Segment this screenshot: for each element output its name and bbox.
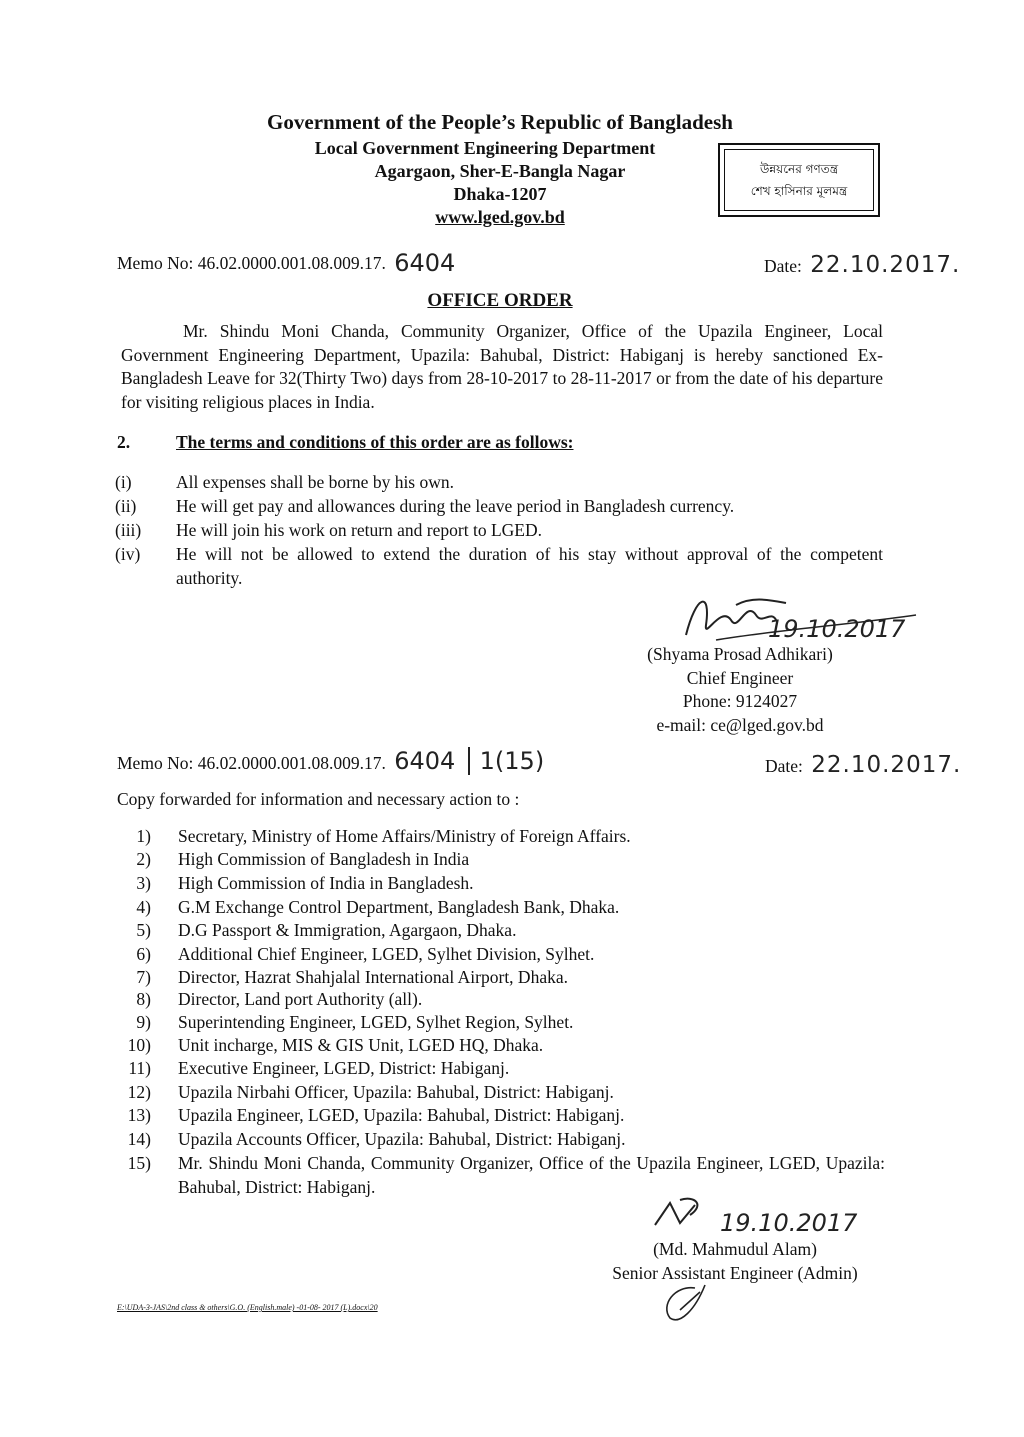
list-number: 1) xyxy=(136,826,151,846)
list-number: 9) xyxy=(136,1012,151,1032)
condition-number: (iv) xyxy=(115,544,141,564)
initial-mark xyxy=(655,1280,715,1325)
list-number: 11) xyxy=(128,1058,151,1078)
memo-2-date: 22.10.2017. xyxy=(811,752,962,778)
signatory-2-name: (Md. Mahmudul Alam) xyxy=(653,1239,817,1259)
memo-1-date-line xyxy=(764,254,960,278)
memo-2-number: 6404 xyxy=(394,747,456,775)
list-number: 5) xyxy=(136,920,151,940)
list-text: Upazila Accounts Officer, Upazila: Bahubal, District: Habiganj. xyxy=(178,1129,626,1149)
memo-1-label: Memo No: 46.02.0000.001.08.009.17. xyxy=(117,253,386,273)
condition-text: He will not be allowed to extend the duration of his stay without approval of the competent authority. xyxy=(176,544,883,588)
list-number: 10) xyxy=(127,1035,151,1055)
list-number: 8) xyxy=(136,989,151,1009)
header-department: Local Government Engineering Department xyxy=(314,138,656,158)
list-number: 15) xyxy=(127,1153,151,1173)
list-number: 14) xyxy=(127,1129,151,1149)
memo-1-date: 22.10.2017. xyxy=(810,252,961,278)
memo-1-number: 6404 xyxy=(394,249,456,277)
senior-engineer-signature-date: 19.10.2017 xyxy=(720,1209,858,1237)
memo-2-date-line xyxy=(765,754,961,778)
memo-2-line xyxy=(117,747,545,775)
signatory-1-email: e-mail: ce@lged.gov.bd xyxy=(656,714,824,735)
list-number: 6) xyxy=(136,944,151,964)
slogan-line-2: শেখ হাসিনার মূলমন্ত্র xyxy=(750,184,848,198)
memo-2-label: Memo No: 46.02.0000.001.08.009.17. xyxy=(117,753,386,773)
list-number: 2) xyxy=(136,849,151,869)
slogan-inner xyxy=(724,149,874,211)
memo-1-line xyxy=(117,250,455,275)
list-text: Mr. Shindu Moni Chanda, Community Organizer, Office of the Upazila Engineer, LGED, Upazila: Bahubal, District: Habiganj. xyxy=(178,1153,885,1197)
header-address: Agargaon, Sher-E-Bangla Nagar xyxy=(374,161,626,181)
header-government-title: Government of the People’s Republic of Bangladesh xyxy=(267,110,733,134)
office-order-paragraph: Mr. Shindu Moni Chanda, Community Organizer, Office of the Upazila Engineer, Local Government Engineering Department, Upazila: Bahubal, District: Habiganj is hereby sanctioned Ex-Bangladesh Leave for 32(Thirty Two) days from 28-10-2017 to 28-11-2017 or from the date of his departure for visiting religious places in India. xyxy=(121,321,883,412)
list-text: Upazila Engineer, LGED, Upazila: Bahubal, District: Habiganj. xyxy=(178,1105,625,1125)
list-text: Upazila Nirbahi Officer, Upazila: Bahubal, District: Habiganj. xyxy=(178,1082,614,1102)
condition-number: (i) xyxy=(115,472,132,492)
signatory-1-title: Chief Engineer xyxy=(686,667,794,688)
list-number: 12) xyxy=(127,1082,151,1102)
condition-text: All expenses shall be borne by his own. xyxy=(176,472,455,492)
condition-text: He will join his work on return and report to LGED. xyxy=(176,520,542,540)
condition-number: (ii) xyxy=(115,496,137,516)
slogan-line-1: উন্নয়নের গণতন্ত্র xyxy=(759,162,839,176)
header-city: Dhaka-1207 xyxy=(453,184,547,204)
signatory-1-name: (Shyama Prosad Adhikari) xyxy=(647,644,833,664)
memo-2-suffix: 1(15) xyxy=(468,747,545,775)
signatory-1-phone: Phone: 9124027 xyxy=(682,691,798,711)
list-number: 4) xyxy=(136,897,151,917)
list-text: Executive Engineer, LGED, District: Habiganj. xyxy=(178,1058,510,1078)
memo-1-date-label: Date: xyxy=(764,256,802,276)
copy-forward-intro: Copy forwarded for information and necessary action to : xyxy=(117,789,520,809)
list-text: Director, Land port Authority (all). xyxy=(178,989,423,1009)
list-text: High Commission of Bangladesh in India xyxy=(178,849,470,869)
condition-text: He will get pay and allowances during the leave period in Bangladesh currency. xyxy=(176,496,735,516)
list-number: 3) xyxy=(136,873,151,893)
list-number: 13) xyxy=(127,1105,151,1125)
list-text: Director, Hazrat Shahjalal International Airport, Dhaka. xyxy=(178,967,568,987)
list-text: Superintending Engineer, LGED, Sylhet Region, Sylhet. xyxy=(178,1012,574,1032)
signatory-1-block xyxy=(620,643,860,737)
file-path-footer: E:\UDA-3-JAS\2nd class & others\G.O. (English.male) -01-08- 2017 (L).docx\20 xyxy=(117,1303,378,1312)
memo-2-date-label: Date: xyxy=(765,756,803,776)
list-text: High Commission of India in Bangladesh. xyxy=(178,873,474,893)
office-order-title: OFFICE ORDER xyxy=(427,290,573,311)
list-text: Unit incharge, MIS & GIS Unit, LGED HQ, Dhaka. xyxy=(178,1035,544,1055)
signatory-2-title: Senior Assistant Engineer (Admin) xyxy=(612,1262,858,1283)
list-text: Secretary, Ministry of Home Affairs/Ministry of Foreign Affairs. xyxy=(178,826,631,846)
chief-engineer-signature-date: 19.10.2017 xyxy=(768,615,906,643)
header-website: www.lged.gov.bd xyxy=(435,207,565,227)
terms-heading: The terms and conditions of this order are as follows: xyxy=(176,432,574,452)
slogan-box xyxy=(718,143,880,217)
list-text: Additional Chief Engineer, LGED, Sylhet Division, Sylhet. xyxy=(178,944,595,964)
terms-number: 2. xyxy=(117,432,131,452)
list-number: 7) xyxy=(136,967,151,987)
signatory-2-block xyxy=(588,1238,882,1285)
list-text: G.M Exchange Control Department, Bangladesh Bank, Dhaka. xyxy=(178,897,620,917)
condition-number: (iii) xyxy=(115,520,142,540)
list-text: D.G Passport & Immigration, Agargaon, Dhaka. xyxy=(178,920,517,940)
